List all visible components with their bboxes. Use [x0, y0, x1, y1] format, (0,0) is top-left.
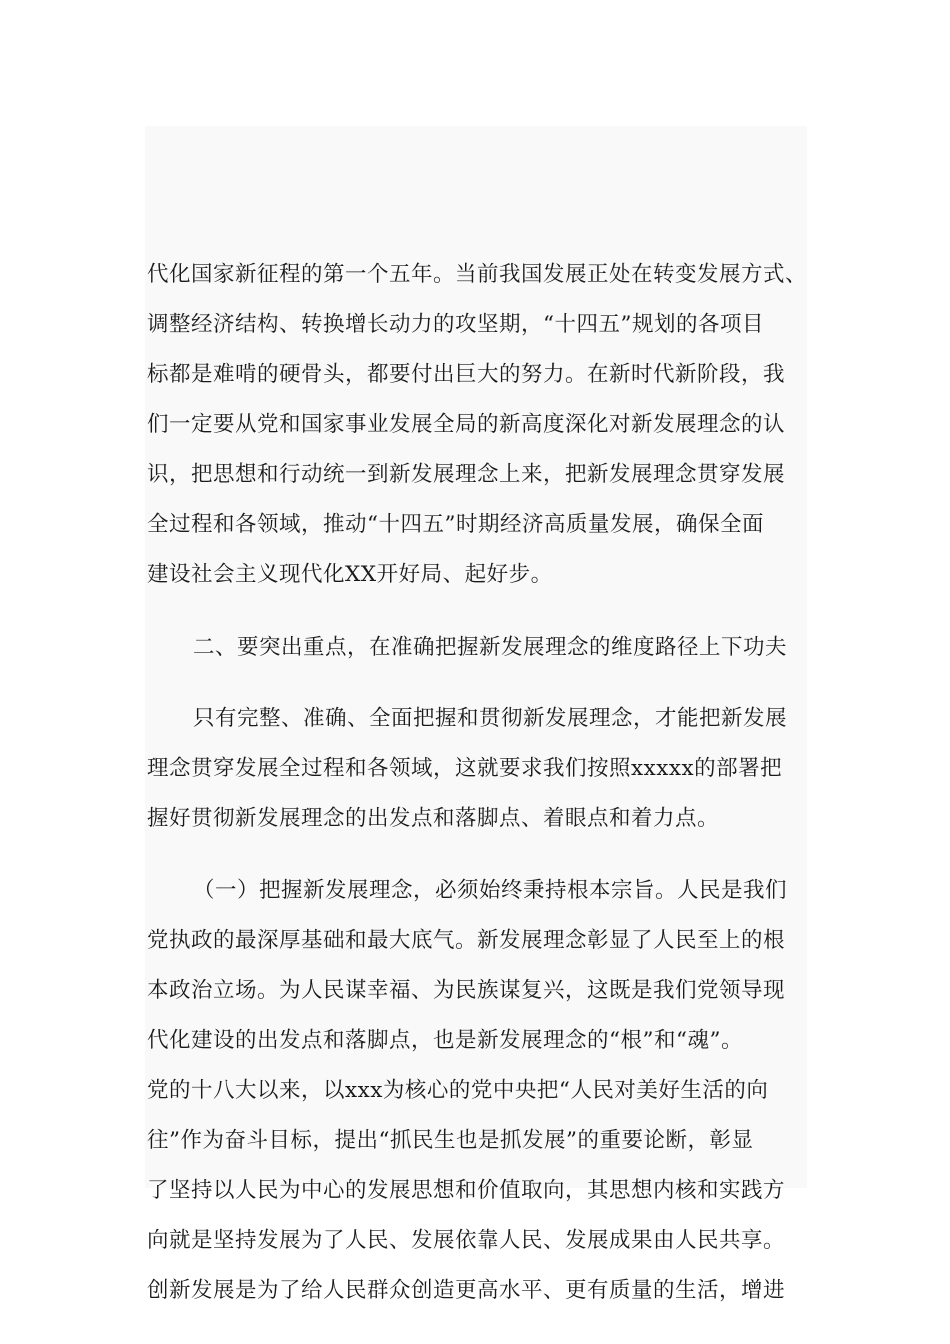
text-line: 全过程和各领域，推动“十四五”时期经济高质量发展，确保全面	[147, 512, 764, 537]
text-line: 党的十八大以来，以xxx为核心的党中央把“人民对美好生活的向	[147, 1078, 769, 1103]
text-line: 代化国家新征程的第一个五年。当前我国发展正处在转变发展方式、	[147, 262, 808, 287]
text-line: 们一定要从党和国家事业发展全局的新高度深化对新发展理念的认	[147, 412, 786, 437]
text-line: 调整经济结构、转换增长动力的攻坚期，“十四五”规划的各项目	[147, 312, 764, 337]
text-line: 只有完整、准确、全面把握和贯彻新发展理念，才能把新发展	[193, 706, 788, 731]
text-line: 识，把思想和行动统一到新发展理念上来，把新发展理念贯穿发展	[147, 462, 786, 487]
text-line: 建设社会主义现代化XX开好局、起好步。	[147, 562, 553, 587]
text-line: 握好贯彻新发展理念的出发点和落脚点、着眼点和着力点。	[147, 806, 720, 831]
text-line: 代化建设的出发点和落脚点，也是新发展理念的“根”和“魂”。	[147, 1028, 743, 1053]
text-line: 向就是坚持发展为了人民、发展依靠人民、发展成果由人民共享。	[147, 1228, 786, 1253]
text-line: 理念贯穿发展全过程和各领域，这就要求我们按照xxxxx的部署把	[147, 756, 783, 781]
section-heading: 二、要突出重点，在准确把握新发展理念的维度路径上下功夫	[193, 635, 788, 660]
text-line: 本政治立场。为人民谋幸福、为民族谋复兴，这既是我们党领导现	[147, 978, 786, 1003]
text-line: 党执政的最深厚基础和最大底气。新发展理念彰显了人民至上的根	[147, 928, 786, 953]
text-line: 标都是难啃的硬骨头，都要付出巨大的努力。在新时代新阶段，我	[147, 362, 786, 387]
text-line: 了坚持以人民为中心的发展思想和价值取向，其思想内核和实践方	[147, 1178, 786, 1203]
document-body	[145, 126, 808, 1303]
text-line: 往”作为奋斗目标，提出“抓民生也是抓发展”的重要论断，彰显	[147, 1128, 754, 1153]
subsection-heading: （一）把握新发展理念，必须始终秉持根本宗旨。人民是我们	[193, 878, 788, 903]
text-line: 创新发展是为了给人民群众创造更高水平、更有质量的生活，增进	[147, 1278, 786, 1303]
